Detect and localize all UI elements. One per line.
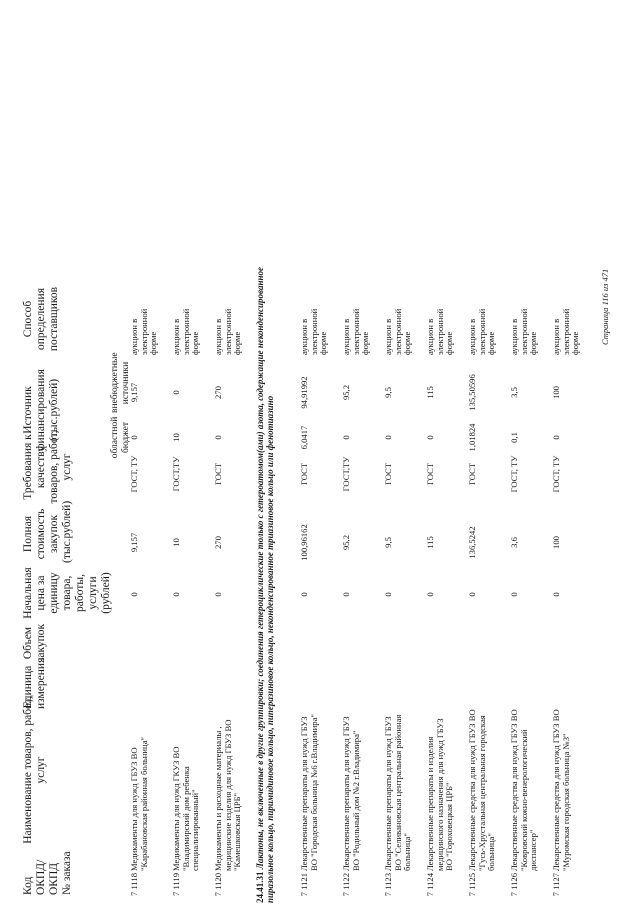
row-funding-regional: 10: [171, 433, 181, 442]
row-full-cost: 100: [551, 536, 561, 549]
row-code: 7 1124: [425, 873, 435, 897]
row-code: 7 1118: [129, 873, 139, 896]
row-funding-regional: 0,1: [509, 432, 519, 443]
row-funding-regional: 0: [129, 435, 139, 440]
section-text: Лактоны, не включенные в другие группировки; соединения гетероциклические только с гетероатомом(ами) азота, содержащие неконденсированное пиразольное кольцо, пиримидиновое кольцо, пиперазиновое кольцо, неконденсированное триазиновое кольцо или фенотиазино: [255, 267, 275, 903]
row-name: Лекарственные препараты для нужд ГБУЗ ВО "Родильный дом №2 г.Владимира": [341, 716, 361, 871]
row-funding-regional: 6,0417: [299, 425, 309, 450]
row-full-cost: 100,96162: [299, 524, 309, 561]
row-unit-price: 0: [467, 592, 477, 597]
row-code: 7 1121: [299, 873, 309, 897]
row-requirements: ГОСТ,ТУ: [171, 456, 181, 492]
row-funding-extra: 115: [425, 386, 435, 399]
row-method: аукцион в электронной форме: [213, 308, 243, 355]
col-header-unit-price: Начальная цена за единицу товара, работы, услуги (рублей): [22, 567, 112, 619]
row-requirements: ГОСТ: [213, 462, 223, 486]
row-code: 7 1120: [213, 873, 223, 897]
row-funding-extra: 9,157: [129, 382, 139, 403]
row-method: аукцион в электронной форме: [551, 308, 581, 355]
row-full-cost: 270: [213, 536, 223, 549]
row-code: 7 1125: [467, 873, 477, 897]
row-method: аукцион в электронной форме: [425, 308, 455, 355]
row-method: аукцион в электронной форме: [509, 308, 539, 355]
row-unit-price: 0: [213, 592, 223, 597]
row-funding-regional: 0: [213, 435, 223, 440]
row-full-cost: 95,2: [341, 534, 351, 551]
row-funding-extra: 3,5: [509, 387, 519, 398]
row-full-cost: 10: [171, 538, 181, 547]
row-requirements: ГОСТ: [383, 462, 393, 486]
row-requirements: ГОСТ: [425, 462, 435, 486]
col-header-funding: Источник финансирования (тыс.рублей): [22, 369, 60, 451]
section-heading: [255, 263, 275, 903]
row-method: аукцион в электронной форме: [171, 308, 201, 355]
row-full-cost: 136,5242: [467, 526, 477, 559]
col-header-funding-extra: внебюджетные источники: [110, 352, 131, 413]
row-funding-regional: 0: [383, 435, 393, 440]
row-unit-price: 0: [509, 592, 519, 597]
col-header-full-cost: Полная стоимость закупок (тыс.рублей): [22, 500, 73, 563]
row-funding-extra: 95,2: [341, 384, 351, 401]
row-code: 7 1119: [171, 873, 181, 896]
row-code: 7 1127: [551, 873, 561, 897]
row-unit-price: 0: [129, 592, 139, 597]
row-full-cost: 9,157: [129, 532, 139, 553]
row-name: Медикаменты для нужд ГБУЗ ВО "Карабановская районная больница": [129, 737, 149, 871]
row-funding-regional: 1,01824: [467, 423, 477, 452]
row-funding-regional: 0: [551, 435, 561, 440]
row-method: аукцион в электронной форме: [299, 308, 329, 355]
row-unit-price: 0: [551, 592, 561, 597]
col-header-name: Наименование товаров, работ, услуг: [22, 696, 47, 844]
row-unit-price: 0: [383, 592, 393, 597]
row-funding-extra: 135,50596: [467, 374, 477, 411]
row-code: 7 1122: [341, 873, 351, 897]
col-header-requirements: Требования к качеству товаров, работ, услуг: [22, 430, 73, 504]
row-unit-price: 0: [341, 592, 351, 597]
row-requirements: ГОСТ: [467, 462, 477, 486]
row-requirements: ГОСТ: [299, 462, 309, 486]
row-full-cost: 115: [425, 536, 435, 549]
col-header-code: Код ОКПД/ ОКПД № заказа: [22, 851, 73, 895]
row-requirements: ГОСТ, ТУ: [551, 455, 561, 493]
col-header-unit: Единица измерения: [22, 657, 47, 709]
row-funding-extra: 270: [213, 386, 223, 399]
row-name: Лекарственные препараты для нужд ГБУЗ ВО "Селивановская центральная районная больница": [383, 714, 413, 871]
row-code: 7 1123: [383, 873, 393, 897]
row-funding-extra: 9,5: [383, 387, 393, 398]
row-name: Лекарственные средства для нужд ГБУЗ ВО "Гусь-Хрустальная центральная городская больница": [467, 709, 497, 871]
col-header-funding-regional: областной бюджет: [110, 416, 131, 459]
row-method: аукцион в электронной форме: [341, 308, 371, 355]
row-requirements: ГОСТ,ТУ: [341, 456, 351, 492]
section-code: 24.41.31: [255, 871, 265, 903]
row-funding-regional: 0: [425, 435, 435, 440]
row-funding-extra: 100: [551, 386, 561, 399]
col-header-volume: Объем закупок: [22, 623, 47, 663]
row-method: аукцион в электронной форме: [129, 308, 159, 355]
row-name: Медикаменты для нужд ГКУЗ ВО "Владимирский дом ребенка специализированный": [171, 746, 201, 871]
row-requirements: ГОСТ, ТУ: [129, 455, 139, 493]
row-funding-regional: 0: [341, 435, 351, 440]
row-name: Медикаменты и расходные материалы , медицинские изделия для нужд ГБУЗ ВО "Камешковская ЦРБ": [213, 719, 243, 871]
col-header-method: Способ определения поставщиков: [22, 286, 60, 352]
row-funding-extra: 0: [171, 390, 181, 395]
row-unit-price: 0: [299, 592, 309, 597]
row-name: Лекарственные препараты и изделия медицинского назначения для нужд ГБУЗ ВО "Гороховецкая ЦРБ": [425, 718, 455, 871]
row-code: 7 1126: [509, 873, 519, 897]
row-method: аукцион в электронной форме: [467, 308, 497, 355]
row-unit-price: 0: [171, 592, 181, 597]
row-name: Лекарственные средства для нужд ГБУЗ ВО "Ковровский кожно-венерологический диспансер": [509, 709, 539, 871]
row-funding-extra: 94,91992: [299, 376, 309, 409]
page-number: Страница 116 из 471: [600, 268, 610, 345]
row-full-cost: 9,5: [383, 537, 393, 548]
row-unit-price: 0: [425, 592, 435, 597]
row-method: аукцион в электронной форме: [383, 308, 413, 355]
row-name: Лекарственные средства для нужд ГБУЗ ВО "Муромская городская больница №3": [551, 709, 571, 871]
row-requirements: ГОСТ, ТУ: [509, 455, 519, 493]
row-name: Лекарственные препараты для нужд ГБУЗ ВО "Городская больница №6 г.Владимира": [299, 714, 319, 871]
row-full-cost: 3,6: [509, 537, 519, 548]
